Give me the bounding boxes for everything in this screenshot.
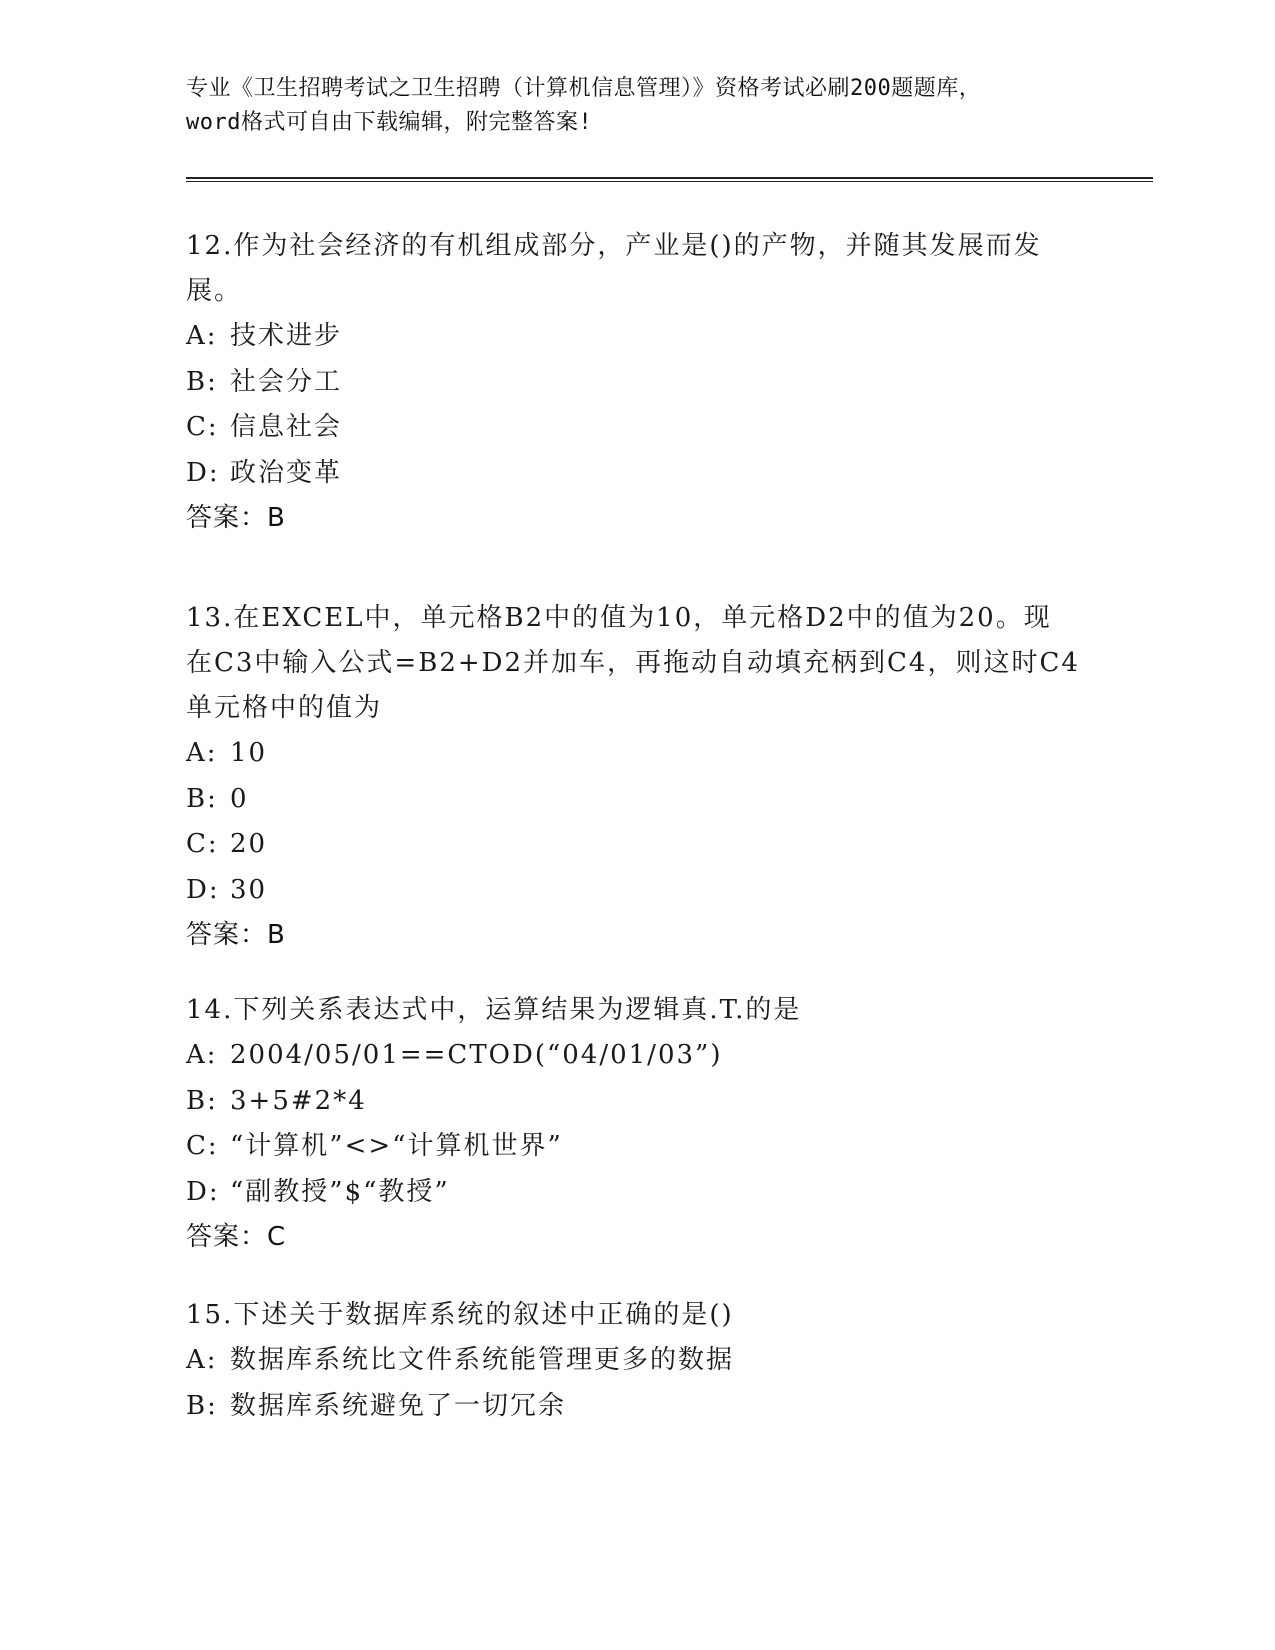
option-letter: D: (186, 457, 220, 488)
stem-line: 15.下述关于数据库系统的叙述中正确的是() (186, 1300, 734, 1330)
option-b (186, 360, 1086, 406)
option-text: “副教授”$“教授” (230, 1176, 450, 1207)
document-header (186, 72, 1086, 140)
header-line-2: word格式可自由下载编辑，附完整答案! (186, 110, 593, 135)
stem-line: 12.作为社会经济的有机组成部分，产业是()的产物，并随其发展而发 (186, 231, 1042, 261)
option-text: 数据库系统避免了一切冗余 (230, 1390, 567, 1421)
question-stem (186, 596, 1086, 731)
option-text: 数据库系统比文件系统能管理更多的数据 (230, 1345, 735, 1375)
option-letter: D: (186, 874, 220, 905)
option-text: 政治变革 (230, 457, 343, 488)
header-divider (186, 177, 1153, 182)
option-d (186, 451, 1086, 497)
stem-line: 展。 (186, 276, 243, 306)
stem-line: 14.下列关系表达式中，运算结果为逻辑真.T.的是 (186, 995, 802, 1025)
question-stem (186, 1293, 1086, 1338)
option-d (186, 1170, 1086, 1216)
option-letter: B: (186, 1085, 218, 1116)
option-a (186, 314, 1086, 360)
stem-line: 在C3中输入公式=B2+D2并加车，再拖动自动填充柄到C4，则这时C4 (186, 648, 1080, 678)
question-14 (186, 988, 1086, 1260)
option-text: 3+5#2*4 (230, 1085, 367, 1116)
option-text: 技术进步 (230, 321, 343, 351)
option-b (186, 1079, 1086, 1125)
stem-line: 单元格中的值为 (186, 693, 383, 723)
option-text: 10 (230, 738, 268, 768)
question-12 (186, 224, 1086, 541)
option-letter: C: (186, 412, 219, 442)
option-text: 0 (230, 783, 249, 814)
answer: 答案：B (186, 920, 286, 950)
question-15 (186, 1293, 1086, 1429)
option-letter: A: (186, 1345, 218, 1375)
option-letter: A: (186, 321, 218, 351)
option-text: 20 (230, 829, 268, 859)
option-c (186, 1124, 1086, 1170)
stem-line: 13.在EXCEL中，单元格B2中的值为10，单元格D2中的值为20。现 (186, 603, 1052, 633)
option-text: 社会分工 (230, 366, 343, 397)
question-stem (186, 988, 1086, 1033)
option-text: 30 (230, 874, 268, 905)
question-13 (186, 596, 1086, 958)
option-letter: B: (186, 366, 218, 397)
question-stem (186, 224, 1086, 314)
option-letter: C: (186, 1131, 219, 1161)
option-a (186, 731, 1086, 777)
option-c (186, 405, 1086, 451)
option-c (186, 822, 1086, 868)
option-letter: A: (186, 1040, 218, 1070)
option-text: “计算机”<>“计算机世界” (230, 1131, 563, 1161)
option-b (186, 1384, 1086, 1430)
option-a (186, 1033, 1086, 1079)
answer: 答案：B (186, 503, 286, 533)
option-letter: C: (186, 829, 219, 859)
option-text: 信息社会 (230, 412, 343, 442)
option-letter: B: (186, 1390, 218, 1421)
option-text: 2004/05/01==CTOD(“04/01/03”) (230, 1040, 723, 1070)
option-letter: B: (186, 783, 218, 814)
option-b (186, 777, 1086, 823)
option-a (186, 1338, 1086, 1384)
header-line-1: 专业《卫生招聘考试之卫生招聘（计算机信息管理）》资格考试必刷200题题库， (186, 76, 982, 101)
option-letter: A: (186, 738, 218, 768)
answer: 答案：C (186, 1222, 287, 1252)
option-d (186, 868, 1086, 914)
option-letter: D: (186, 1176, 220, 1207)
